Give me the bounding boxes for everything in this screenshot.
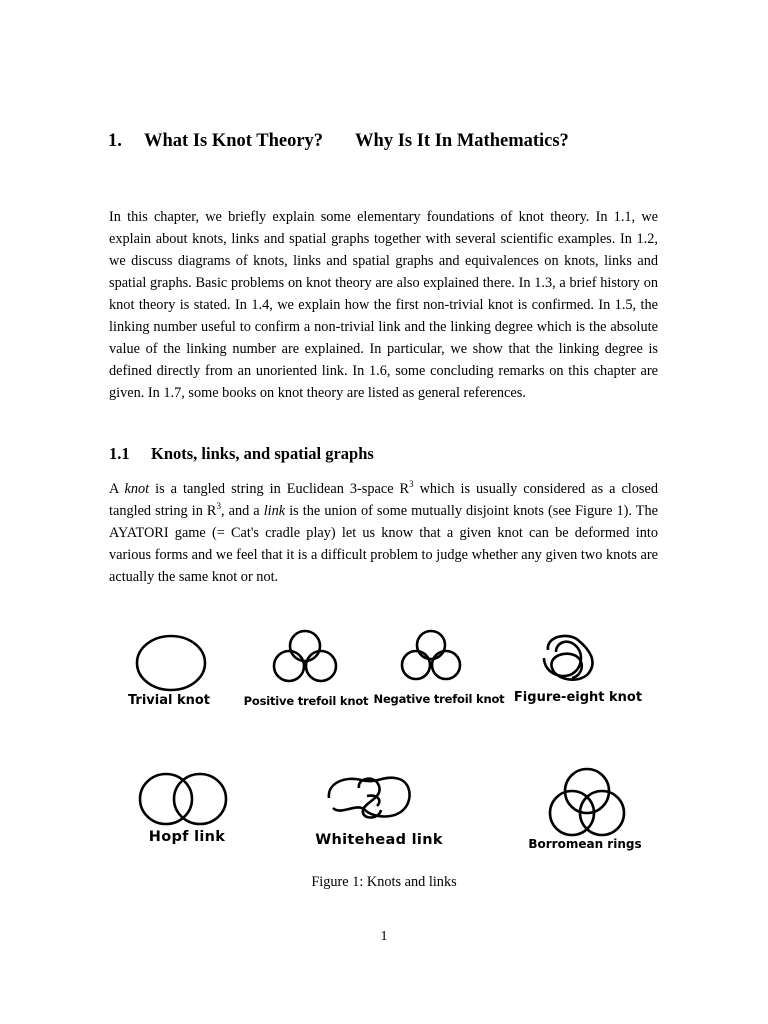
trivial-knot-drawing — [134, 633, 208, 693]
borromean-rings-drawing — [540, 765, 634, 839]
section-paragraph: A knot is a tangled string in Euclidean 3-space $R^3$ which is usually considered as a closed tangled string in $R^3$, and a link is the union of some mutually disjoint knots (see Figure 1). The AYATORI game (= Cat's cradle play) let us know that a given knot can be deformed into various forms and we feel that it is a difficult problem to judge whether any given two knots are actually the same knot or not. — [109, 479, 658, 585]
hopf-link-drawing — [136, 769, 232, 829]
link-term: link — [263, 503, 286, 519]
figure-caption: Figure 1: Knots and links — [311, 874, 457, 890]
page-number: 1 — [380, 929, 388, 944]
hopf-link-label: Hopf link — [148, 829, 226, 845]
negative-trefoil-drawing — [394, 626, 468, 684]
section-heading — [109, 444, 374, 464]
figure-eight-knot-label: Figure-eight knot — [513, 690, 643, 705]
section-number: 1.1 — [109, 444, 130, 463]
section-title: Knots, links, and spatial graphs — [151, 444, 374, 463]
chapter-number: 1. — [108, 131, 122, 151]
negative-trefoil-label: Negative trefoil knot — [373, 692, 505, 706]
intro-paragraph: In this chapter, we briefly explain some elementary foundations of knot theory. In 1.1, we explain about knots, links and spatial graphs together with several scientific examples. In 1.2, we discuss diagrams of knots, links and spatial graphs and equivalences on knots, links and spatial graphs. Basic problems on knot theory are also explained there. In 1.3, a brief history on knot theory is stated. In 1.4, we explain how the first non-trivial knot is confirmed. In 1.5, the linking number useful to confirm a non-trivial link and the linking degree which is the absolute value of the linking number are explained. In particular, we show that the linking degree is defined directly from an unoriented link. In 1.6, some concluding remarks on this chapter are given. In 1.7, some books on knot theory are listed as general references. — [109, 209, 658, 401]
chapter-heading — [108, 131, 668, 152]
chapter-title-part-1: What Is Knot Theory? — [144, 131, 324, 151]
positive-trefoil-drawing — [265, 626, 345, 686]
positive-trefoil-label: Positive trefoil knot — [243, 694, 369, 708]
trivial-knot-label: Trivial knot — [127, 693, 211, 708]
borromean-rings-label: Borromean rings — [528, 837, 642, 851]
figure-eight-knot-drawing — [538, 628, 606, 686]
whitehead-link-drawing — [321, 768, 417, 824]
whitehead-link-label: Whitehead link — [315, 832, 443, 848]
knot-term: knot — [124, 481, 150, 497]
chapter-title-part-2: Why Is It In Mathematics? — [355, 131, 569, 151]
